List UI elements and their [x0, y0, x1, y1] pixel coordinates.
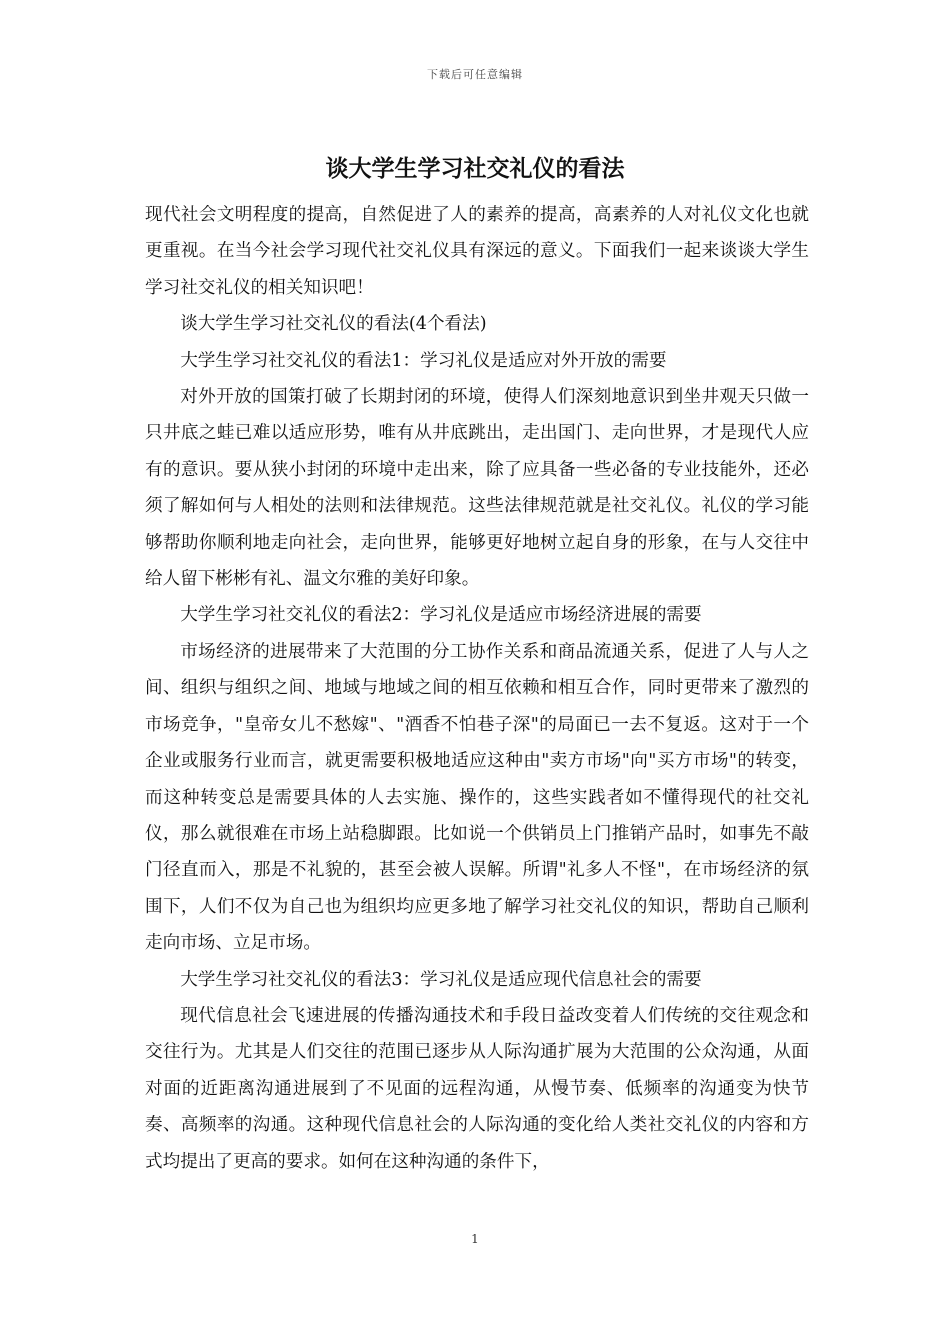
- section-heading-3: 大学生学习社交礼仪的看法3：学习礼仪是适应现代信息社会的需要: [180, 969, 702, 990]
- paragraph-intro: 现代社会文明程度的提高，自然促进了人的素养的提高，高素养的人对礼仪文化也就更重视。在当今社会学习现代社交礼仪具有深远的意义。下面我们一起来谈谈大学生学习社交礼仪的相关知识吧！: [145, 205, 809, 298]
- header-note: 下载后可任意编辑: [427, 68, 523, 81]
- paragraph-section-2: 市场经济的进展带来了大范围的分工协作关系和商品流通关系，促进了人与人之间、组织与组织之间、地域与地域之间的相互依赖和相互合作，同时更带来了激烈的市场竞争，"皇帝女儿不愁嫁"、"酒香不怕巷子深"的局面已一去不复返。这对于一个企业或服务行业而言，就更需要积极地适应这种由"卖方市场"向"买方市场"的转变，而这种转变总是需要具体的人去实施、操作的，这些实践者如不懂得现代的社交礼仪，那么就很难在市场上站稳脚跟。比如说一个供销员上门推销产品时，如事先不敲门径直而入，那是不礼貌的，甚至会被人误解。所谓"礼多人不怪"，在市场经济的氛围下，人们不仅为自己也为组织均应更多地了解学习社交礼仪的知识，帮助自己顺利走向市场、立足市场。: [145, 641, 809, 954]
- paragraph-section-1: 对外开放的国策打破了长期封闭的环境，使得人们深刻地意识到坐井观天只做一只井底之蛙已难以适应形势，唯有从井底跳出，走出国门、走向世界，才是现代人应有的意识。要从狭小封闭的环境中走出来，除了应具备一些必备的专业技能外，还必须了解如何与人相处的法则和法律规范。这些法律规范就是社交礼仪。礼仪的学习能够帮助你顺利地走向社会，走向世界，能够更好地树立起自身的形象，在与人交往中给人留下彬彬有礼、温文尔雅的美好印象。: [145, 387, 809, 590]
- document-title: 谈大学生学习社交礼仪的看法: [325, 156, 625, 182]
- paragraph-section-3: 现代信息社会飞速进展的传播沟通技术和手段日益改变着人们传统的交往观念和交往行为。尤其是人们交往的范围已逐步从人际沟通扩展为大范围的公众沟通，从面对面的近距离沟通进展到了不见面的远程沟通，从慢节奏、低频率的沟通变为快节奏、高频率的沟通。这种现代信息社会的人际沟通的变化给人类社交礼仪的内容和方式均提出了更高的要求。如何在这种沟通的条件下，: [145, 1005, 809, 1172]
- section-heading-2: 大学生学习社交礼仪的看法2：学习礼仪是适应市场经济进展的需要: [180, 605, 702, 626]
- document-body: [145, 197, 809, 1180]
- section-heading-1: 大学生学习社交礼仪的看法1：学习礼仪是适应对外开放的需要: [180, 350, 667, 371]
- paragraph-subtitle: 谈大学生学习社交礼仪的看法(4个看法): [180, 314, 487, 335]
- page-number: 1: [471, 1232, 479, 1246]
